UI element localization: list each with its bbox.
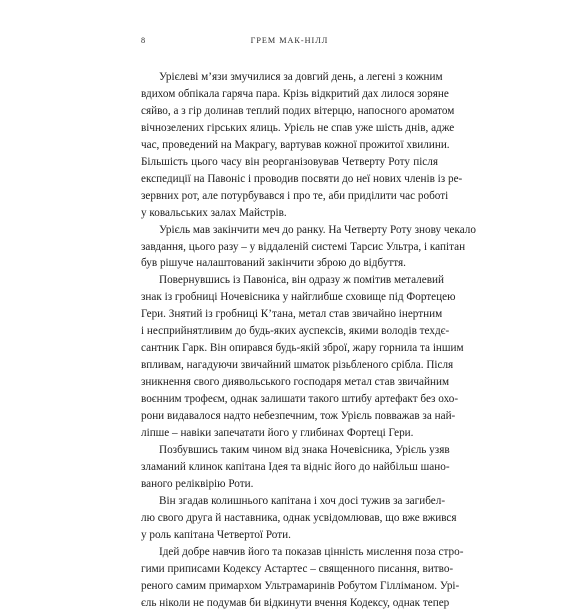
text-line: зервних рот, але потурбувався і про те, аби приділити час роботі <box>141 189 449 202</box>
text-line: експедиції на Павоніс і проводив посвяти до неї нових членів із ре- <box>141 172 463 185</box>
text-line: час, проведений на Макрагу, вартував кожної прожитої хвилини. <box>141 138 450 151</box>
text-line: Урієлеві м’язи змучилися за довгий день, а легені з кожним <box>159 71 443 83</box>
text-line: ваного реліквірію Роти. <box>141 477 254 490</box>
text-line: Урієль мав закінчити меч до ранку. На Четверту Роту знову чекало <box>159 223 476 236</box>
text-line: впливам, нагадуючи звичайний шматок різьбленого срібла. Після <box>141 359 454 372</box>
text-line: сантник Гарк. Він опирався будь-якій зброї, жару горнила та іншим <box>141 342 464 355</box>
text-line: завдання, цього разу – у віддаленій системі Тарсис Ультра, і капітан <box>141 240 466 253</box>
paragraph <box>141 272 464 442</box>
paragraph <box>141 69 463 222</box>
paragraph <box>141 493 457 544</box>
text-line: і несприйнятливим до будь-яких ауспексів, якими володів техдє- <box>141 325 450 338</box>
paragraph <box>141 544 464 612</box>
paragraph <box>141 222 476 273</box>
text-line: у роль капітана Четвертої Роти. <box>141 528 291 541</box>
text-line: Гери. Знятий із гробниці К’тана, метал став звичайно інертним <box>141 308 443 321</box>
text-line: Він згадав колишнього капітана і хоч досі тужив за загибел- <box>159 494 446 507</box>
text-line: рони видавалося надто небезпечним, тож Урієль повважав за най- <box>141 410 456 423</box>
text-line: у ковальських залах Майстрів. <box>141 206 287 219</box>
text-line: Ідей добре навчив його та показав цінність мислення поза стро- <box>159 545 464 558</box>
text-line: гими приписами Кодексу Астартес – священного писання, витво- <box>141 562 454 575</box>
text-line: Повернувшись із Павоніса, він одразу ж помітив металевий <box>159 274 444 287</box>
text-line: був рішуче налаштований закінчити зброю до відбуття. <box>141 257 406 270</box>
page-header <box>141 36 438 50</box>
page-number: 8 <box>141 36 147 45</box>
text-line: знак із гробниці Ночевісника у найглибше сховище під Фортецею <box>141 291 456 304</box>
text-line: вдихом обпікала гаряча пара. Крізь відкритий дах лилося зоряне <box>141 87 449 100</box>
text-line: зникнення свого диявольського господаря метал став звичайним <box>141 376 450 389</box>
running-head-author: ГРЕМ МАК-НІЛЛ <box>250 36 329 45</box>
text-line: ліпше – навіки запечатати його у глибинах Фортеці Гери. <box>141 427 414 440</box>
paragraph <box>141 442 450 493</box>
text-line: Більшість цього часу він реорганізовував Четверту Роту після <box>141 155 438 168</box>
text-line: зламаний клинок капітана Ідея та відніс його до найбільш шано- <box>141 460 450 473</box>
text-line: Позбувшись таким чином від знака Ночевісника, Урієль узяв <box>159 443 450 456</box>
text-line: лю свого друга й наставника, однак усвідомлював, що вже вжився <box>141 511 457 524</box>
text-line: сяйво, а з гір долинав теплий подих вітерцю, напосного ароматом <box>141 104 455 117</box>
text-line: воєнним трофеєм, однак залишати такого штибу артефакт без охо- <box>141 393 459 406</box>
text-line: вічнозелених гірських ялиць. Урієль не спав уже шість днів, адже <box>141 121 455 134</box>
text-line: єль ніколи не подумав би відкинути вчення Кодексу, однак тепер <box>141 596 450 609</box>
body-text <box>141 69 476 612</box>
text-line: реного самим примархом Ультрамаринів Робутом Гілліманом. Урі- <box>141 579 460 592</box>
